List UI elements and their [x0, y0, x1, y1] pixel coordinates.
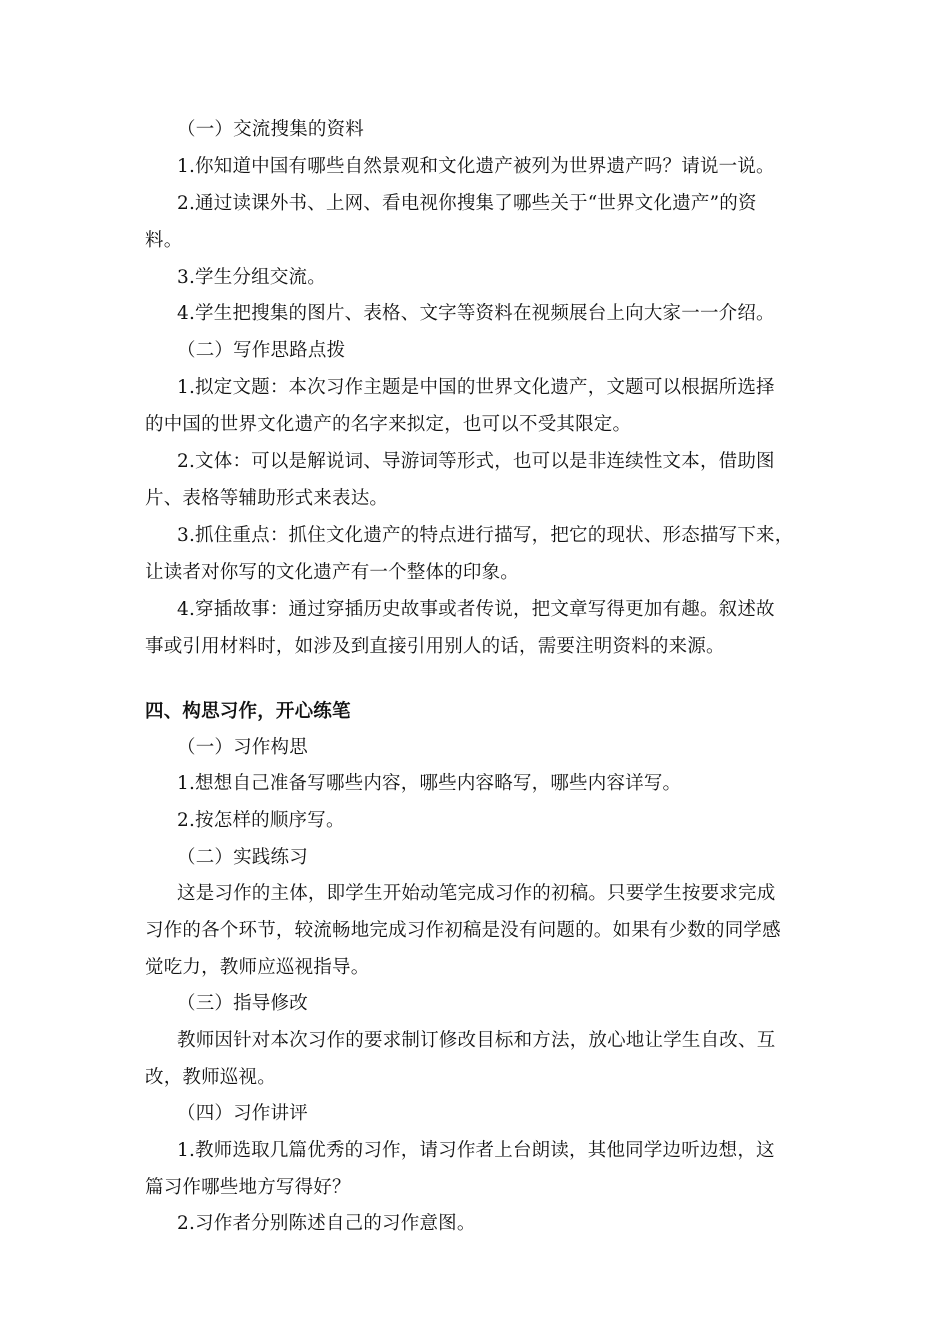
paragraph-line: 习作的各个环节，较流畅地完成习作初稿是没有问题的。如果有少数的同学感 [145, 920, 781, 941]
subsection-title-review: （四）习作讲评 [177, 1103, 308, 1124]
list-item-continued: 的中国的世界文化遗产的名字来拟定，也可以不受其限定。 [145, 414, 632, 435]
list-item-continued: 事或引用材料时，如涉及到直接引用别人的话，需要注明资料的来源。 [145, 636, 725, 657]
list-item: 3.抓住重点：抓住文化遗产的特点进行描写，把它的现状、形态描写下来， [177, 525, 794, 546]
paragraph-line: 觉吃力，教师应巡视指导。 [145, 957, 370, 978]
list-item-continued: 让读者对你写的文化遗产有一个整体的印象。 [145, 562, 520, 583]
list-item: 3.学生分组交流。 [177, 267, 326, 288]
list-item: 4.学生把搜集的图片、表格、文字等资料在视频展台上向大家一一介绍。 [177, 303, 775, 324]
paragraph-line: 教师因针对本次习作的要求制订修改目标和方法，放心地让学生自改、互 [177, 1030, 776, 1051]
subsection-title-planning: （一）习作构思 [177, 737, 308, 758]
paragraph-line: 这是习作的主体，即学生开始动笔完成习作的初稿。只要学生按要求完成 [177, 883, 776, 904]
subsection-title-writing-ideas: （二）写作思路点拨 [177, 340, 346, 361]
list-item: 2.按怎样的顺序写。 [177, 810, 345, 831]
list-item: 2.通过读课外书、上网、看电视你搜集了哪些关于“世界文化遗产”的资 [177, 193, 757, 214]
subsection-title-practice: （二）实践练习 [177, 847, 308, 868]
list-item-continued: 篇习作哪些地方写得好？ [145, 1177, 351, 1198]
list-item: 2.习作者分别陈述自己的习作意图。 [177, 1213, 476, 1234]
list-item: 4.穿插故事：通过穿插历史故事或者传说，把文章写得更加有趣。叙述故 [177, 599, 775, 620]
section-heading: 四、构思习作，开心练笔 [145, 701, 351, 722]
subsection-title-exchange: （一）交流搜集的资料 [177, 119, 365, 140]
list-item: 1.教师选取几篇优秀的习作，请习作者上台朗读，其他同学边听边想，这 [177, 1140, 775, 1161]
list-item-continued: 片、表格等辅助形式来表达。 [145, 488, 389, 509]
list-item: 2.文体：可以是解说词、导游词等形式，也可以是非连续性文本，借助图 [177, 451, 775, 472]
list-item-continued: 料。 [145, 230, 183, 251]
list-item: 1.拟定文题：本次习作主题是中国的世界文化遗产，文题可以根据所选择 [177, 377, 775, 398]
paragraph-line: 改，教师巡视。 [145, 1067, 276, 1088]
list-item: 1.想想自己准备写哪些内容，哪些内容略写，哪些内容详写。 [177, 773, 682, 794]
subsection-title-revision: （三）指导修改 [177, 993, 308, 1014]
list-item: 1.你知道中国有哪些自然景观和文化遗产被列为世界遗产吗？请说一说。 [177, 156, 775, 177]
